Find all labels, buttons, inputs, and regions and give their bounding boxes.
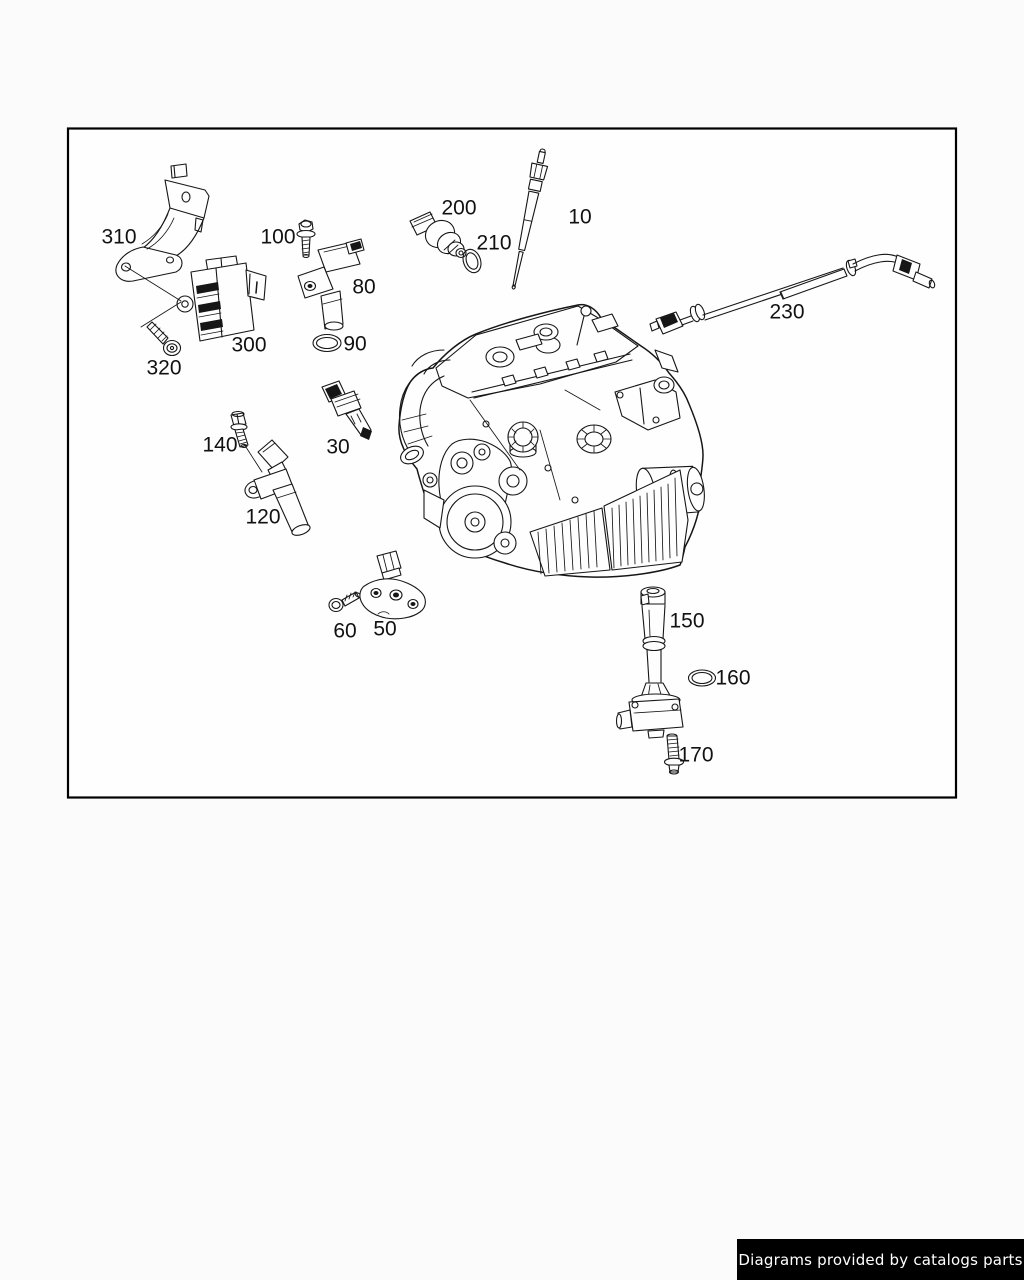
part-label-30: 30: [326, 435, 350, 459]
part-label-80: 80: [352, 275, 376, 299]
part-label-150: 150: [669, 609, 705, 633]
part-label-140: 140: [202, 433, 238, 457]
part-label-160: 160: [715, 666, 751, 690]
part-label-90: 90: [343, 332, 367, 356]
part-label-230: 230: [769, 300, 805, 324]
part-label-100: 100: [260, 225, 296, 249]
part-label-170: 170: [678, 743, 714, 767]
part-label-50: 50: [373, 617, 397, 641]
part-label-300: 300: [231, 333, 267, 357]
footer-attribution-text: Diagrams provided by catalogs parts: [738, 1250, 1023, 1269]
part-label-10: 10: [568, 205, 592, 229]
part-label-210: 210: [476, 231, 512, 255]
part-label-310: 310: [101, 225, 137, 249]
part-label-200: 200: [441, 196, 477, 220]
part-label-120: 120: [245, 505, 281, 529]
part-label-320: 320: [146, 356, 182, 380]
footer-attribution-bar: [737, 1239, 1024, 1280]
part-label-60: 60: [333, 619, 357, 643]
